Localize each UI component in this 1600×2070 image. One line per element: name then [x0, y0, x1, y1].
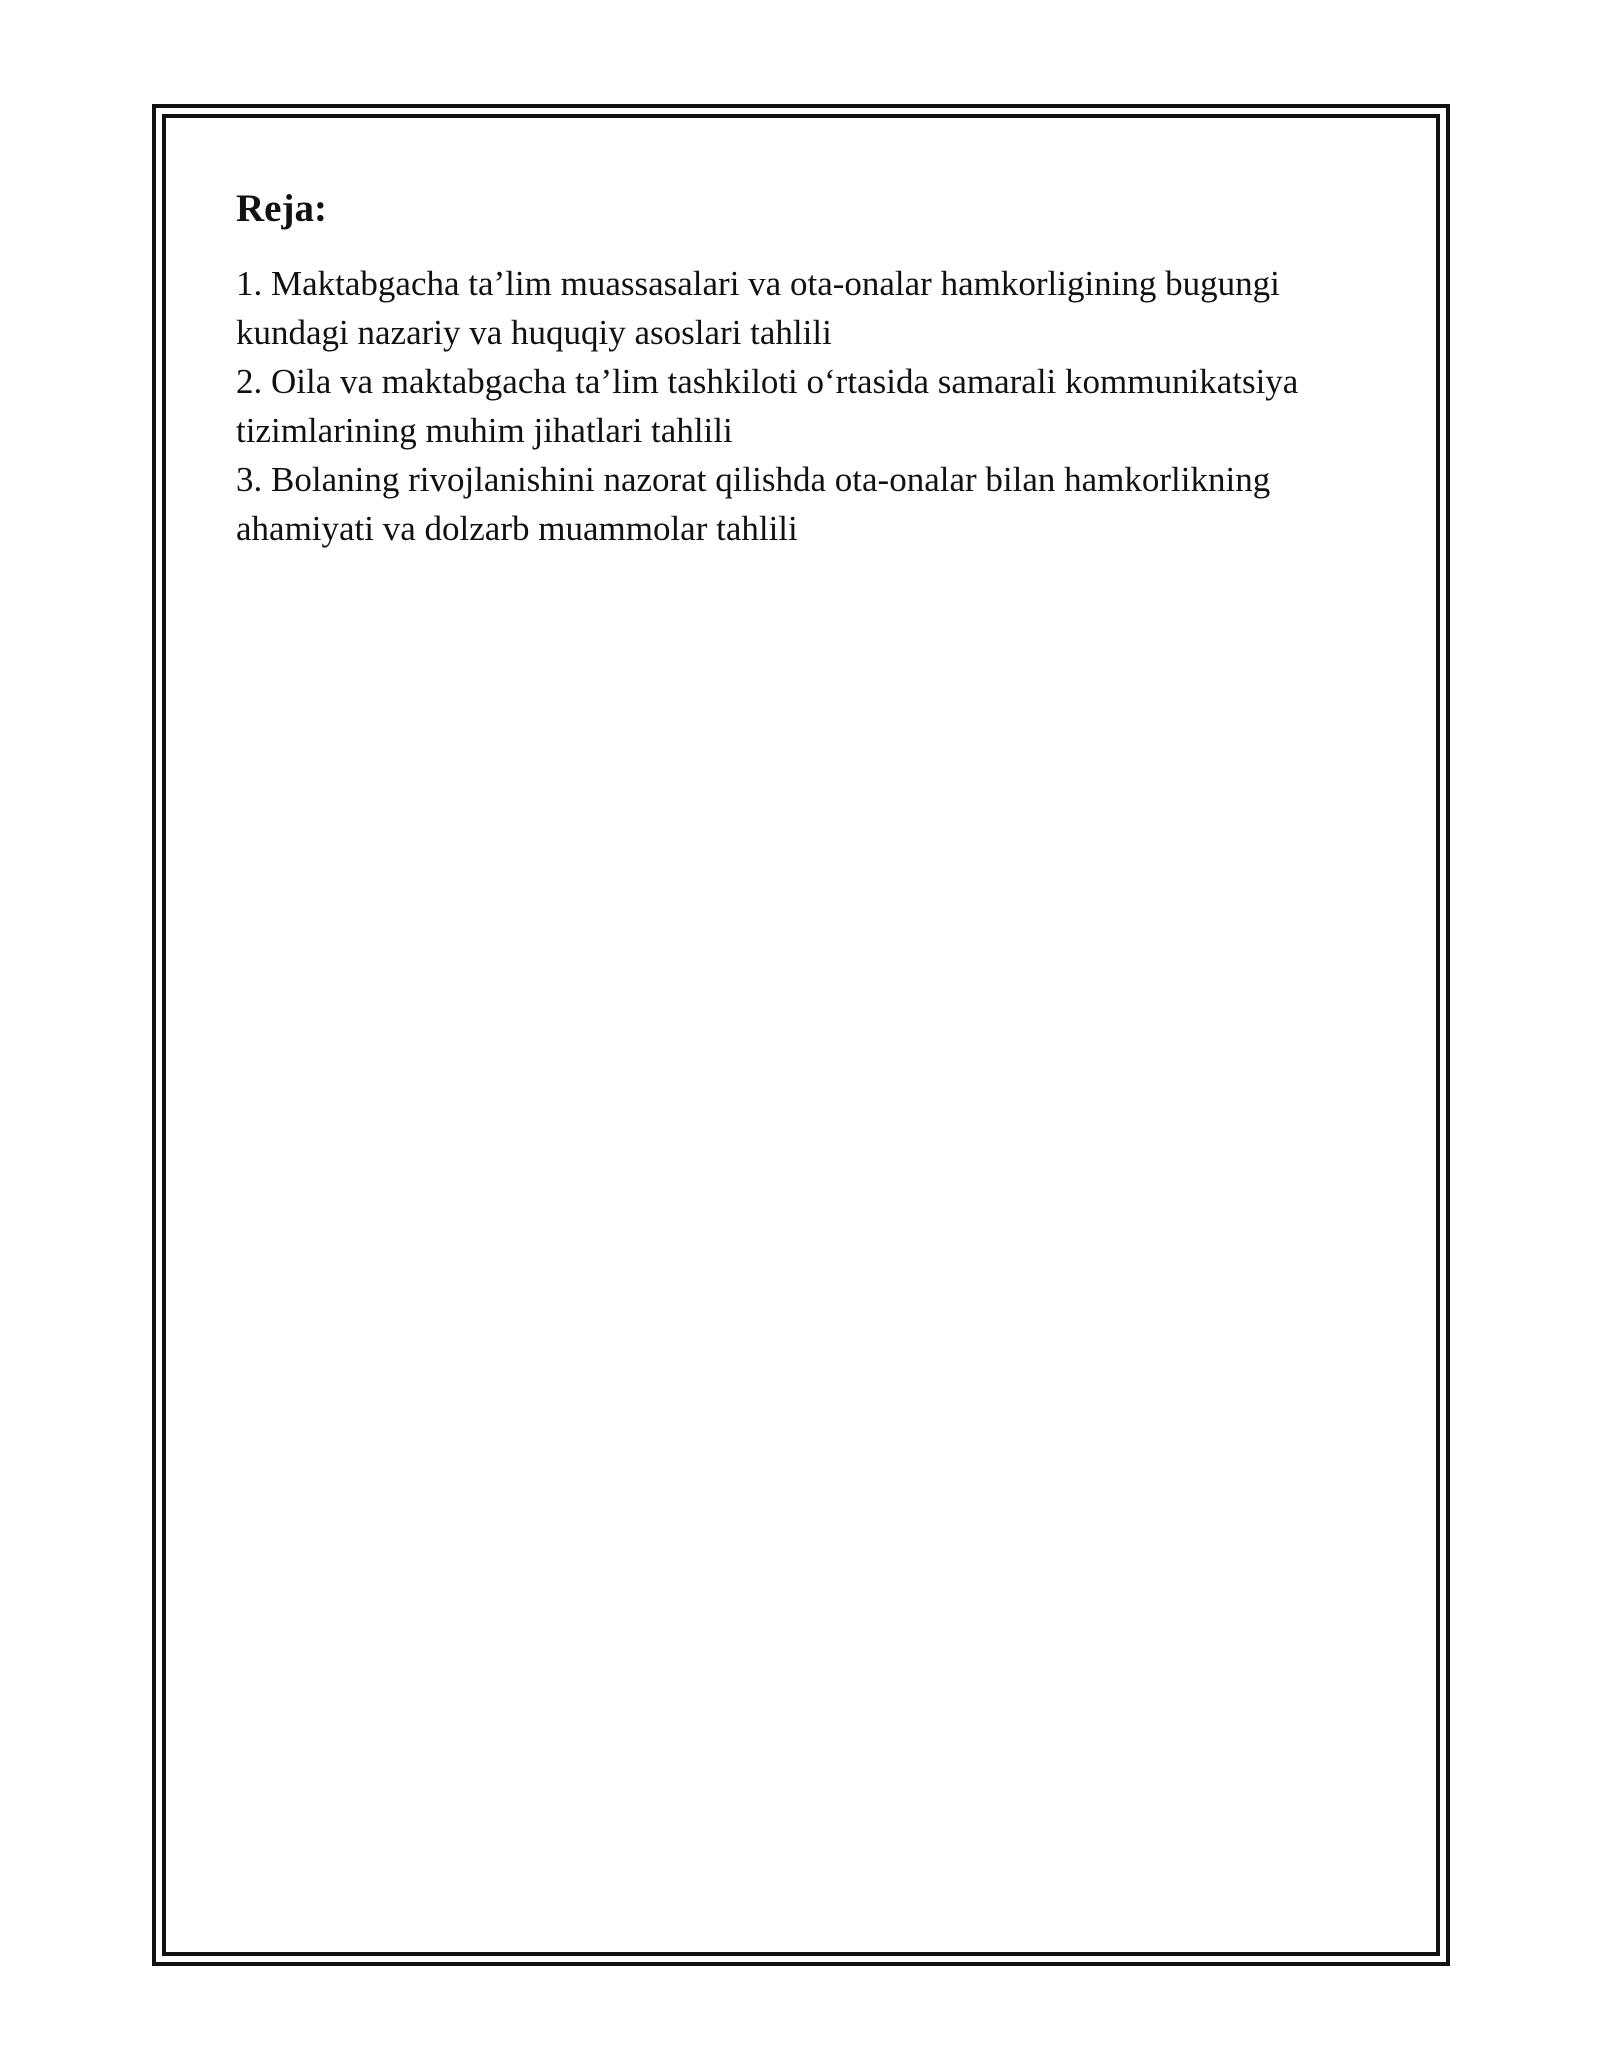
- plan-list: [236, 259, 1376, 553]
- plan-item-3: 3. Bolaning rivojlanishini nazorat qilishda ota-onalar bilan hamkorlikning ahamiyati va dolzarb muammolar tahlili: [236, 459, 1271, 548]
- page-content: [236, 186, 1376, 553]
- plan-item-2: 2. Oila va maktabgacha ta’lim tashkiloti o‘rtasida samarali kommunikatsiya tizimlarining muhim jihatlari tahlili: [236, 361, 1299, 450]
- plan-title: Reja:: [236, 187, 327, 230]
- plan-item-1: 1. Maktabgacha ta’lim muassasalari va ota-onalar hamkorligining bugungi kundagi nazariy va huquqiy asoslari tahlili: [236, 263, 1280, 352]
